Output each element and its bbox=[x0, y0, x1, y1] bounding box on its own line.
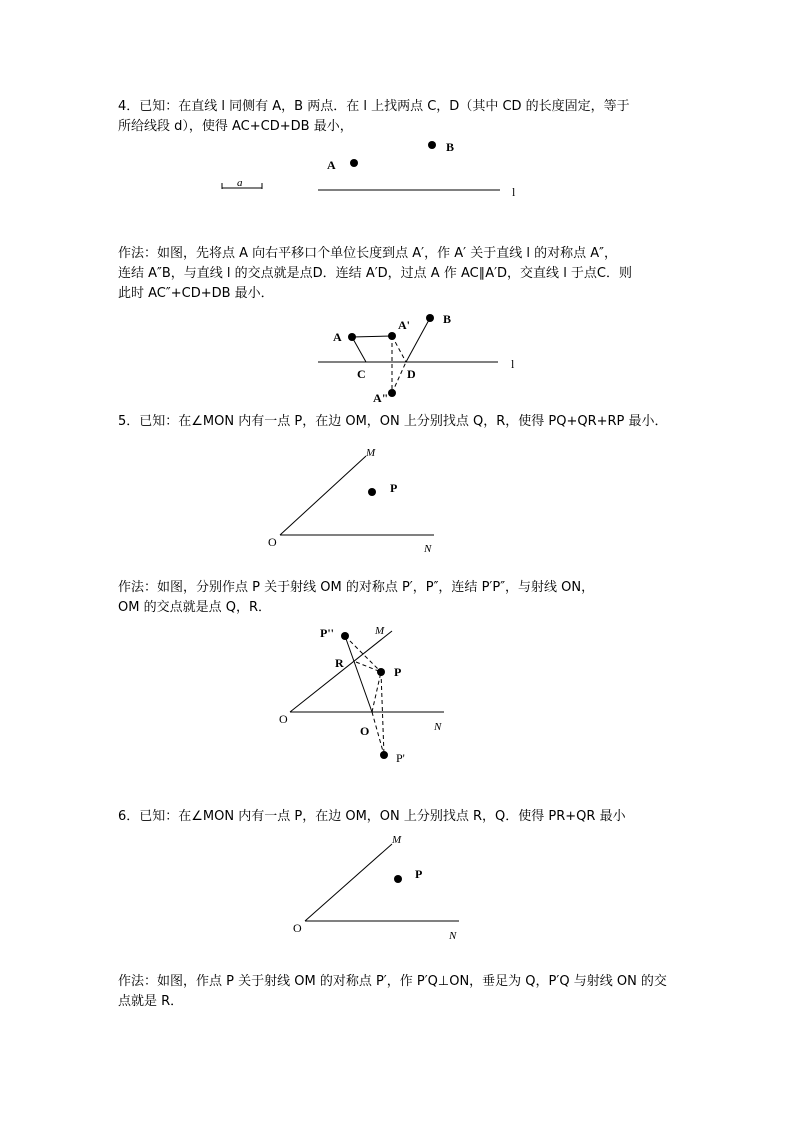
point-P1 bbox=[380, 751, 388, 759]
point-M-label: M bbox=[375, 625, 385, 637]
point-B-label: B bbox=[443, 312, 452, 326]
ray-OM bbox=[305, 844, 392, 921]
problem-6-line-1: 6．已知：在∠MON 内有一点 P，在边 OM，ON 上分别找点 R，Q．使得 PR+QR 最小 bbox=[118, 809, 626, 824]
point-P bbox=[368, 488, 376, 496]
segment-P2-Q bbox=[345, 636, 372, 712]
point-O-label: O bbox=[293, 921, 302, 935]
point-A-label: A bbox=[327, 158, 336, 172]
point-P1-label: P' bbox=[396, 751, 405, 765]
point-P-label: P bbox=[415, 867, 423, 881]
segment-Q-P1 bbox=[372, 712, 384, 755]
point-A2 bbox=[388, 389, 396, 397]
problem-4-method-line-1: 作法：如图，先将点 A 向右平移口个单位长度到点 A′，作 A′ 关于直线 l 的对称点 A″， bbox=[118, 246, 618, 261]
line-l-label: l bbox=[512, 185, 516, 199]
point-A1 bbox=[388, 332, 396, 340]
figure-5-given bbox=[268, 447, 434, 555]
point-P bbox=[377, 668, 385, 676]
problem-6-method-line-1: 作法：如图，作点 P 关于射线 OM 的对称点 P′，作 P′Q⊥ON，垂足为 Q，P′Q 与射线 ON 的交 bbox=[118, 974, 667, 989]
segment-a-label: a bbox=[237, 177, 243, 189]
problem-5-line-1: 5．已知：在∠MON 内有一点 P，在边 OM，ON 上分别找点 Q，R，使得 PQ+QR+RP 最小． bbox=[118, 414, 668, 429]
problem-4-line-2: 所给线段 d），使得 AC+CD+DB 最小， bbox=[118, 119, 353, 134]
point-O-label-left: O bbox=[279, 712, 288, 726]
figure-4-construction bbox=[318, 312, 515, 405]
segment-Q-P bbox=[372, 672, 381, 712]
segment-A2D bbox=[392, 362, 406, 393]
point-P-label: P bbox=[390, 481, 398, 495]
point-A2-label: A" bbox=[373, 391, 389, 405]
point-A bbox=[348, 333, 356, 341]
ray-OM bbox=[280, 456, 366, 535]
point-A-label: A bbox=[333, 330, 342, 344]
segment-A1D bbox=[392, 336, 406, 362]
problem-6-method-line-2: 点就是 R． bbox=[118, 994, 184, 1009]
point-N-label: N bbox=[424, 543, 432, 555]
segment-AA1 bbox=[352, 336, 392, 337]
point-N-label: N bbox=[449, 930, 457, 942]
problem-5-method-line-2: OM 的交点就是点 Q，R． bbox=[118, 600, 271, 615]
segment-AC bbox=[352, 337, 366, 362]
point-P2-label: P'' bbox=[320, 626, 334, 640]
point-B bbox=[426, 314, 434, 322]
figure-4-given bbox=[222, 140, 516, 199]
problem-4-line-1: 4．已知：在直线 l 同侧有 A，B 两点．在 l 上找两点 C，D（其中 CD 的长度固定，等于 bbox=[118, 99, 630, 114]
point-C-label: C bbox=[357, 367, 366, 381]
line-l-label: l bbox=[511, 357, 515, 371]
problem-4-method-line-3: 此时 AC″+CD+DB 最小． bbox=[118, 286, 274, 301]
point-A bbox=[350, 159, 358, 167]
figure-6-given bbox=[293, 834, 459, 942]
point-P-label: P bbox=[394, 665, 402, 679]
point-D-label: D bbox=[407, 367, 416, 381]
problem-4-method-line-2: 连结 A″B，与直线 l 的交点就是点D．连结 A′D，过点 A 作 AC∥A′D，交直线 l 于点C．则 bbox=[118, 266, 633, 281]
point-R-label: R bbox=[335, 656, 344, 670]
point-B bbox=[428, 141, 436, 149]
segment-R-P bbox=[356, 662, 381, 672]
point-P2 bbox=[341, 632, 349, 640]
point-O-label: O bbox=[268, 535, 277, 549]
point-A1-label: A' bbox=[398, 318, 410, 332]
problem-5-method-line-1: 作法：如图，分别作点 P 关于射线 OM 的对称点 P′，P″，连结 P′P″，与射线 ON， bbox=[118, 580, 595, 595]
point-M-label: M bbox=[392, 834, 402, 846]
point-M-label: M bbox=[366, 447, 376, 459]
figure-5-construction bbox=[279, 625, 444, 765]
point-P bbox=[394, 875, 402, 883]
segment-P-P1 bbox=[381, 672, 384, 755]
point-Q-label: O bbox=[360, 724, 370, 738]
point-B-label: B bbox=[446, 140, 455, 154]
ray-OM bbox=[290, 631, 392, 712]
point-N-label: N bbox=[434, 721, 442, 733]
